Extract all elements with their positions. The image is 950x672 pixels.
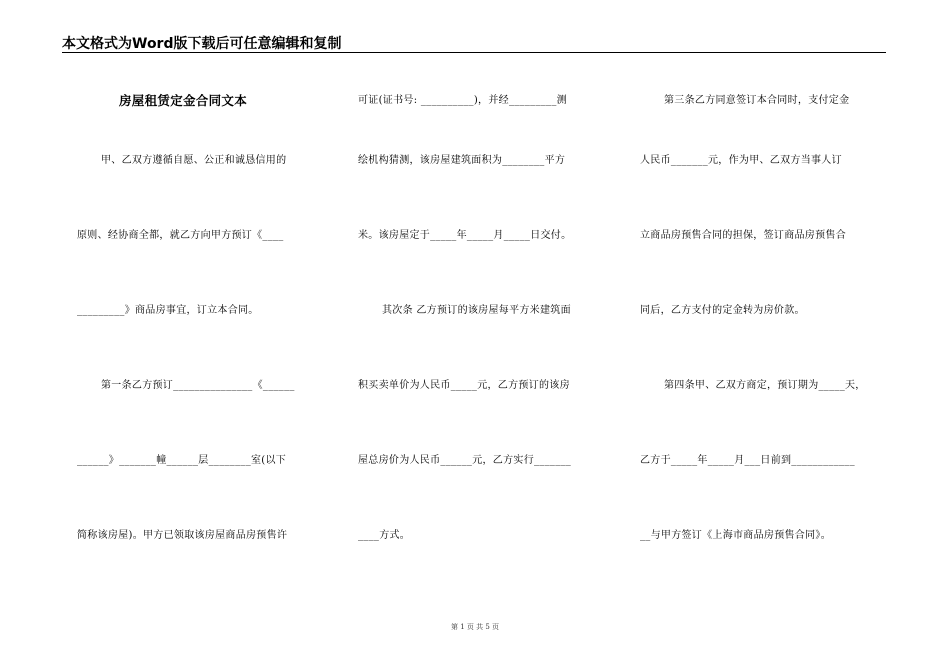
document-title: 房屋租赁定金合同文本 [119,93,248,108]
header-rule [62,52,886,54]
text-line: _________》商品房事宜，订立本合同。 [77,305,259,316]
text-line: 同后，乙方支付的定金转为房价款。 [640,305,805,316]
text-line: 米。该房屋定于_____年_____月_____日交付。 [358,230,572,241]
page-number: 第 1 页 共 5 页 [450,623,500,631]
text-line: __与甲方签订《上海市商品房预售合同》。 [640,530,831,541]
text-line: 第三条乙方同意签订本合同时，支付定金 [664,95,850,106]
text-line: 简称该房屋)。甲方已领取该房屋商品房预售许 [77,530,288,541]
text-line: 甲、乙双方遵循自愿、公正和诚恳信用的 [101,155,287,166]
text-line: 屋总房价为人民币______元，乙方实行_______ [358,455,572,466]
text-line: 原则、经协商全都，就乙方向甲方预订《____ [77,230,284,241]
text-line: 人民币_______元，作为甲、乙双方当事人订 [640,155,842,166]
text-line: 第一条乙方预订_______________《______ [101,380,295,391]
text-line: 可证(证书号: __________)，并经_________测 [358,95,567,106]
page-header: 本文格式为Word版下载后可任意编辑和复制 [62,36,342,52]
text-line: 乙方于_____年_____月___日前到____________ [640,455,855,466]
text-line: ______》_______幢______层________室(以下 [77,455,287,466]
text-line: 第四条甲、乙双方商定，预订期为_____天， [664,380,866,391]
text-line: ____方式。 [358,530,411,541]
text-line: 立商品房预售合同的担保，签订商品房预售合 [640,230,846,241]
text-line: 其次条 乙方预订的该房屋每平方米建筑面 [382,305,571,316]
text-line: 积买卖单价为人民币_____元，乙方预订的该房 [358,380,570,391]
text-line: 绘机构猜测，该房屋建筑面积为________平方 [358,155,566,166]
